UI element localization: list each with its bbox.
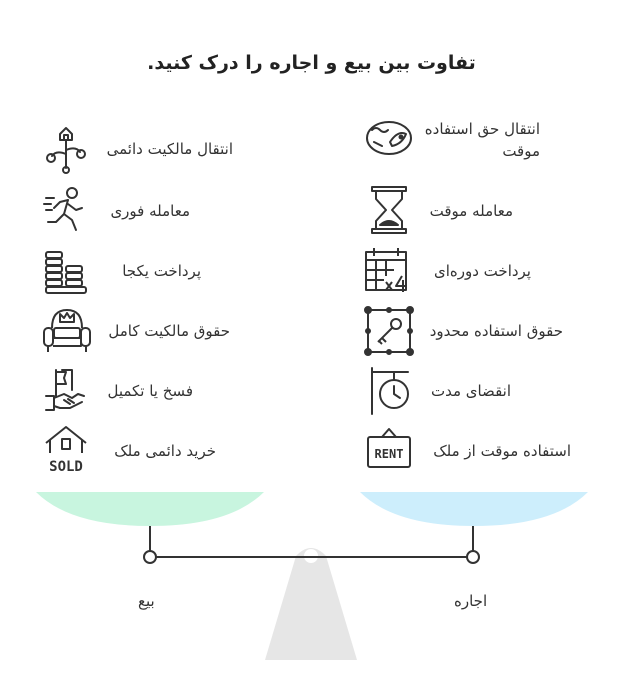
left-scale-pan — [36, 492, 264, 526]
right-item-label-1-line1: انتقال حق استفاده — [424, 120, 540, 138]
left-item-label-6: خرید دائمی ملک — [114, 442, 216, 460]
right-item-label-4: حقوق استفاده محدود — [429, 322, 563, 340]
right-item-label-2: معامله موقت — [429, 202, 513, 220]
right-scale-label: اجاره — [454, 592, 488, 610]
right-item-label-3: پرداخت دوره‌ای — [433, 262, 531, 280]
right-item-label-6: استفاده موقت از ملک — [433, 442, 571, 460]
left-item-label-4: حقوق مالکیت کامل — [108, 322, 230, 340]
fulcrum — [265, 548, 357, 660]
right-scale-pan — [360, 492, 588, 526]
left-scale-label: بیع — [138, 592, 155, 610]
left-item-label-5: فسخ یا تکمیل — [107, 382, 193, 400]
right-beam-joint — [467, 551, 479, 563]
left-item-label-2: معامله فوری — [110, 202, 190, 220]
sold-sign-text: SOLD — [49, 459, 83, 475]
left-item-label-1: انتقال مالکیت دائمی — [106, 140, 233, 158]
left-item-label-3: پرداخت یکجا — [122, 262, 201, 280]
rent-sign-text: RENT — [374, 447, 404, 461]
left-beam-joint — [144, 551, 156, 563]
right-item-label-5: انقضای مدت — [430, 382, 511, 400]
right-item-label-1-line2: موقت — [502, 142, 540, 160]
page-title: تفاوت بین بیع و اجاره را درک کنید. — [147, 52, 476, 74]
